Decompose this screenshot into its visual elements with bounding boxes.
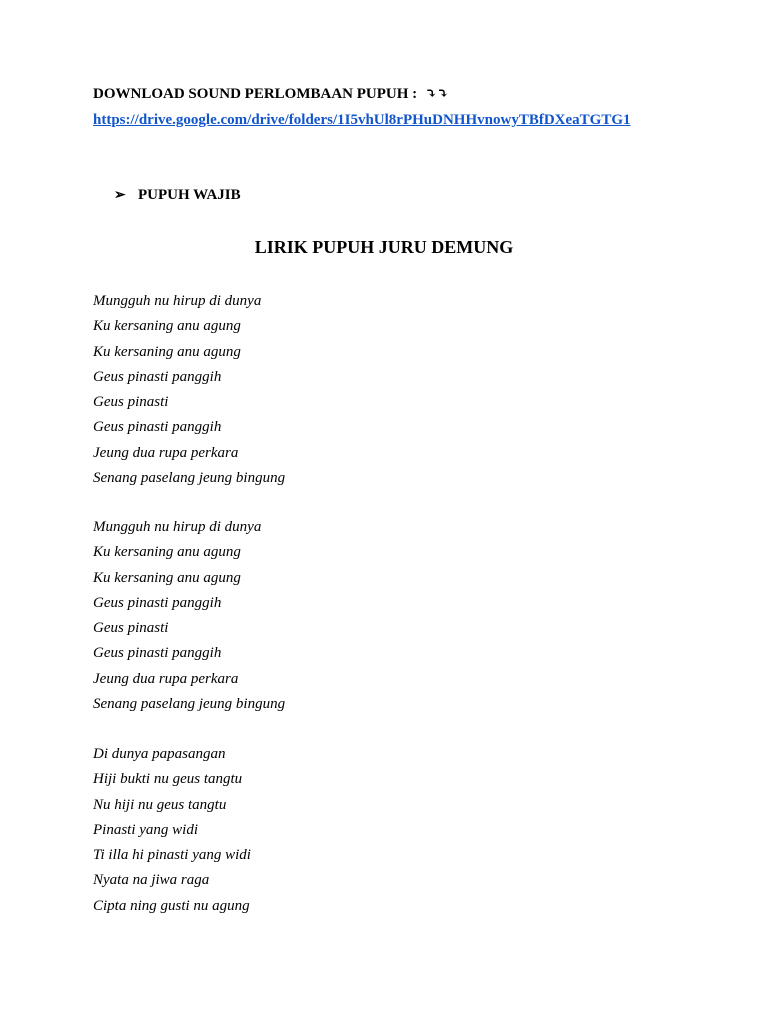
lyric-line: Senang paselang jeung bingung	[93, 470, 286, 487]
drive-folder-link[interactable]: https://drive.google.com/drive/folders/1I5vhUl8rPHuDNHHvnowyTBfDXeaTGTG1	[93, 112, 631, 128]
section-label: PUPUH WAJIB	[138, 187, 241, 203]
lyric-line: Hiji bukti nu geus tangtu	[93, 771, 243, 788]
lyric-line: Nu hiji nu geus tangtu	[93, 796, 227, 813]
lyric-line: Cipta ning gusti nu agung	[93, 897, 250, 914]
lyric-line: Nyata na jiwa raga	[93, 872, 210, 889]
download-label: DOWNLOAD SOUND PERLOMBAAN PUPUH :	[93, 86, 418, 102]
stanza-3	[93, 742, 251, 919]
lyric-line: Ku kersaning anu agung	[93, 318, 241, 335]
lyric-line: Di dunya papasangan	[93, 746, 226, 762]
lyric-line: Ku kersaning anu agung	[93, 544, 241, 561]
lyric-line: Geus pinasti panggih	[93, 645, 222, 662]
arrowhead-bullet-icon: ➢	[114, 188, 126, 203]
stanza-2	[93, 515, 285, 717]
lyric-line: Geus pinasti panggih	[93, 594, 222, 611]
lyric-line: Ku kersaning anu agung	[93, 569, 241, 586]
stanza-1	[93, 289, 285, 491]
lyric-line: Jeung dua rupa perkara	[93, 444, 239, 461]
lyric-line: Ku kersaning anu agung	[93, 343, 241, 360]
lyrics-title: LIRIK PUPUH JURU DEMUNG	[254, 237, 514, 257]
lyric-line: Geus pinasti panggih	[93, 368, 222, 385]
lyric-line: Mungguh nu hirup di dunya	[93, 293, 262, 309]
download-heading	[93, 86, 449, 103]
lyric-line: Geus pinasti	[93, 394, 169, 411]
curved-arrow-down-icon: ⤵⤵	[425, 87, 449, 102]
lyric-line: Ti illa hi pinasti yang widi	[93, 847, 251, 864]
section-bullet	[114, 187, 241, 204]
lyric-line: Mungguh nu hirup di dunya	[93, 519, 262, 535]
lyric-line: Senang paselang jeung bingung	[93, 696, 286, 713]
lyric-line: Geus pinasti	[93, 620, 169, 637]
lyric-line: Jeung dua rupa perkara	[93, 670, 239, 687]
lyric-line: Geus pinasti panggih	[93, 419, 222, 436]
lyric-line: Pinasti yang widi	[93, 821, 198, 838]
